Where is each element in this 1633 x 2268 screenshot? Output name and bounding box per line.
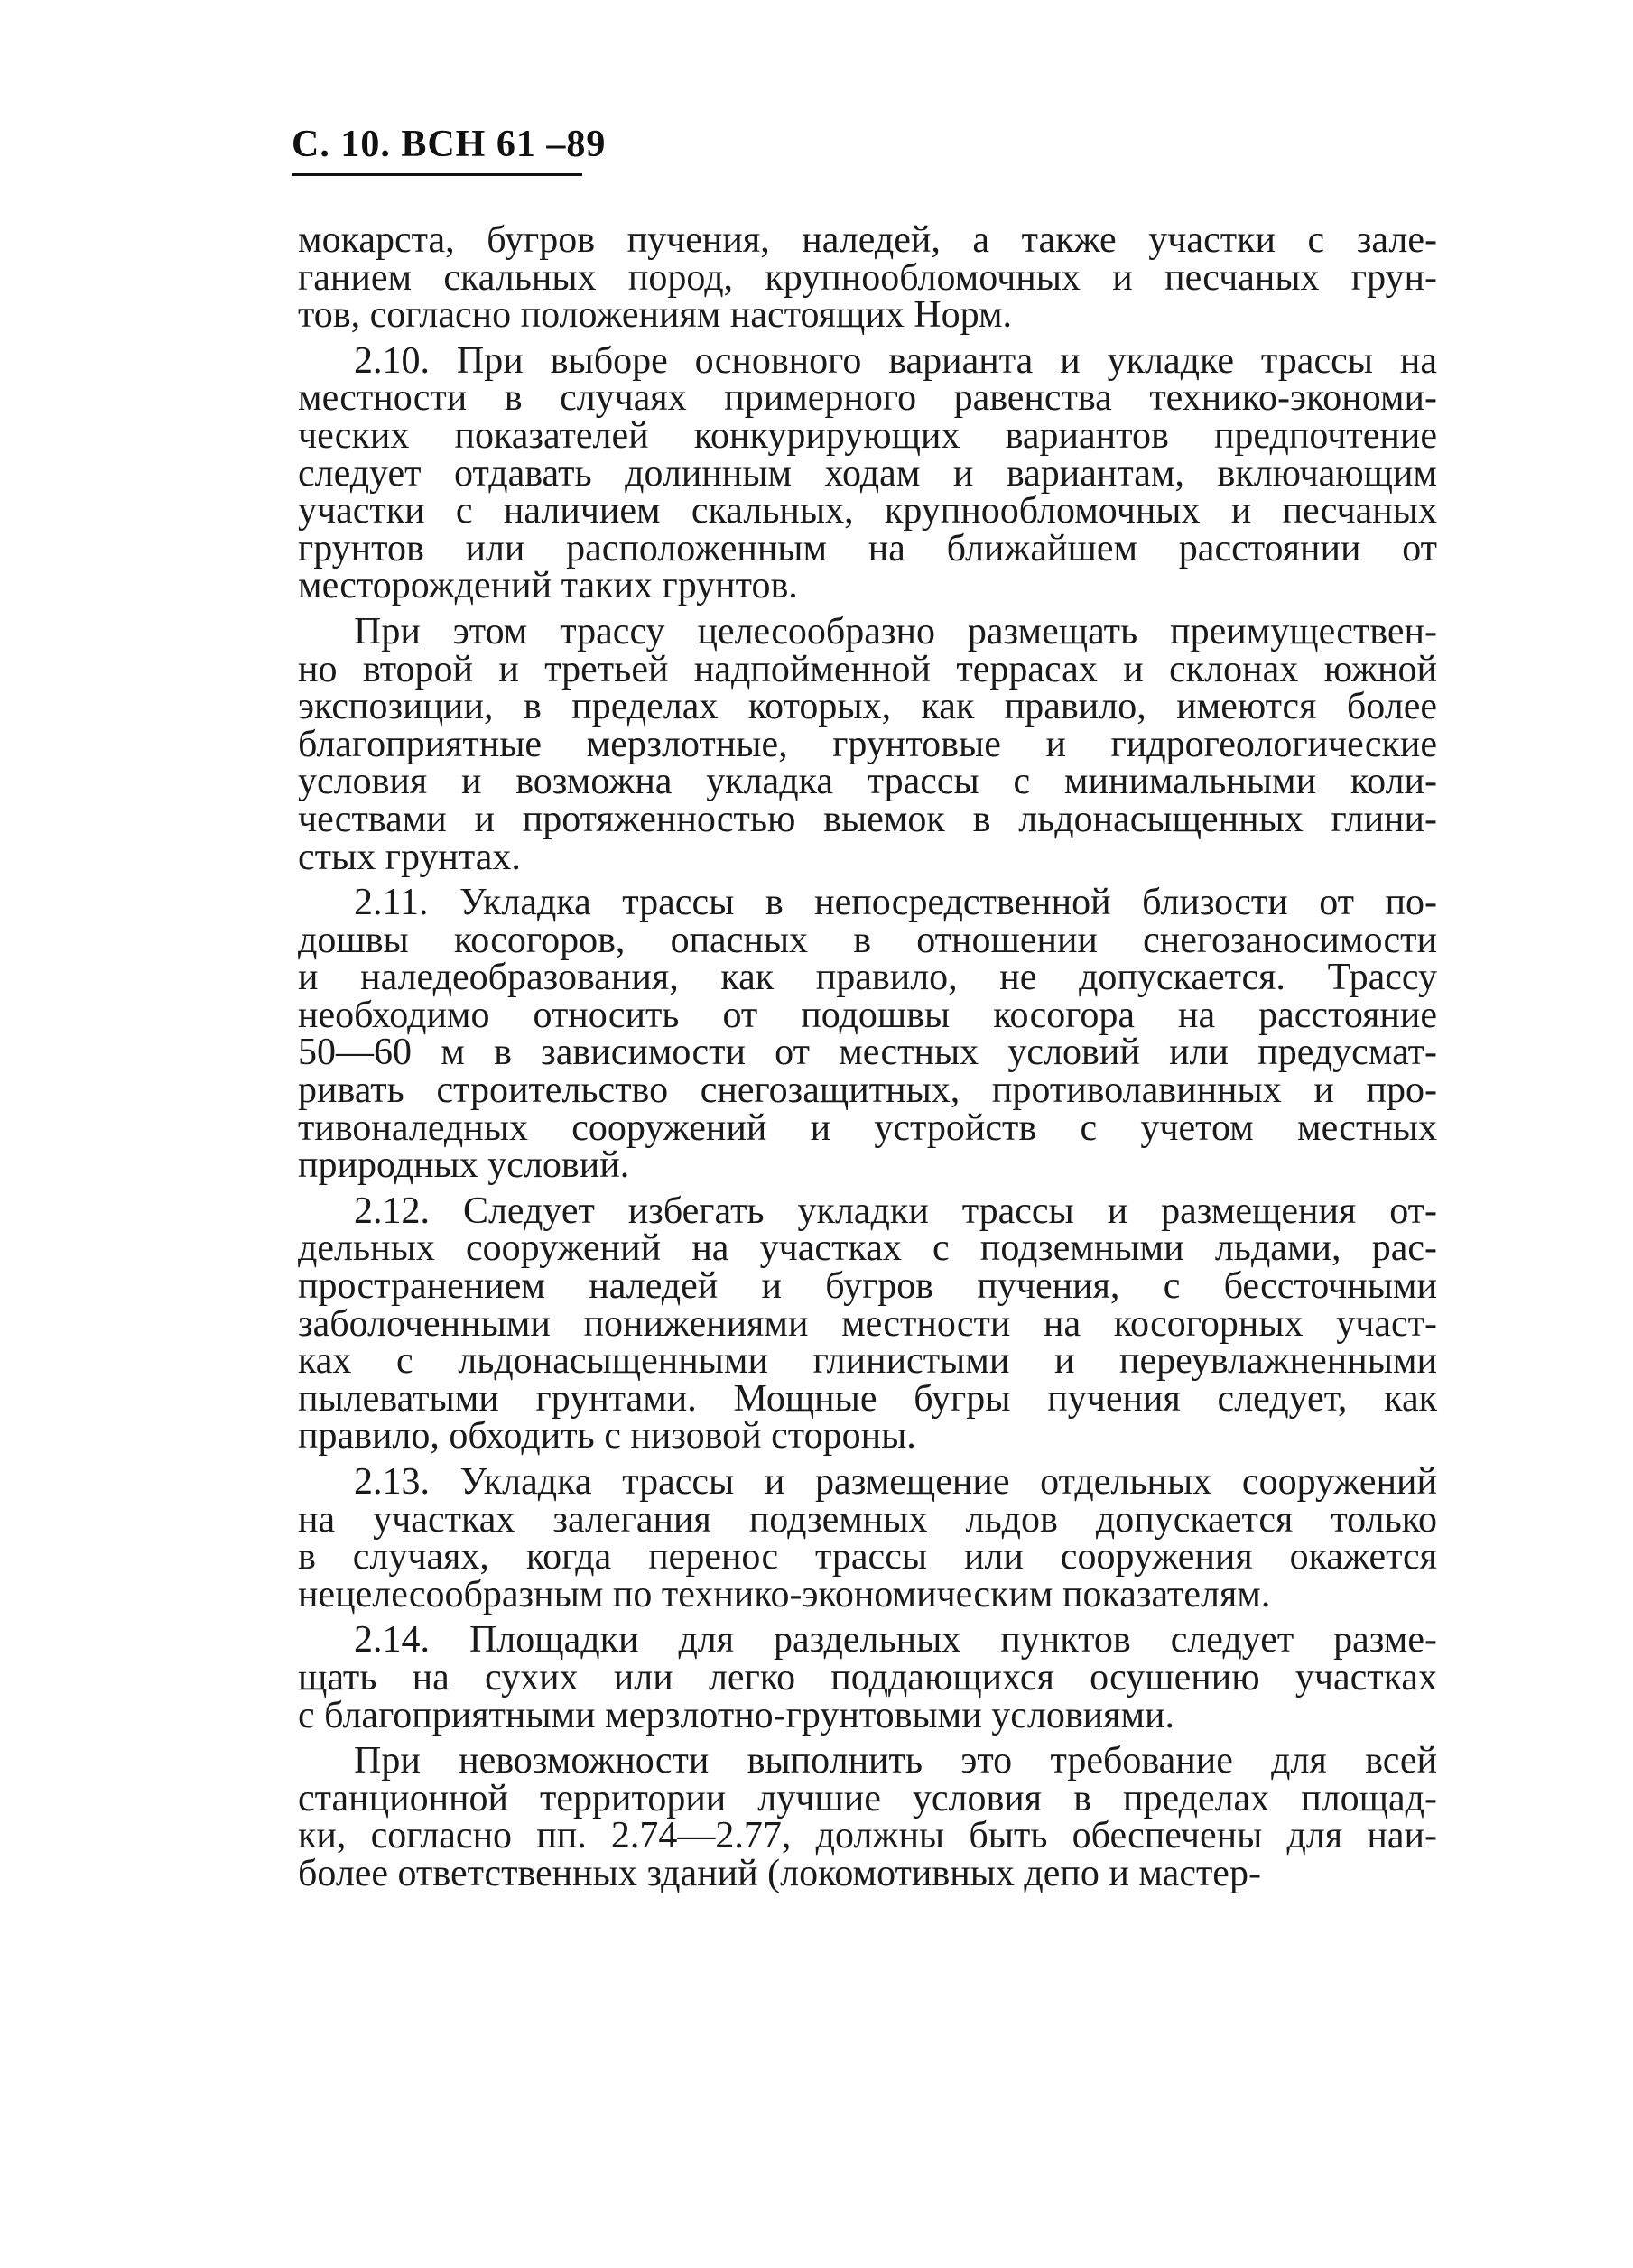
paragraph [298, 219, 1437, 337]
text-line: экспозиции, в пределах которых, как правило, имеются более [298, 686, 1437, 728]
text-line: При этом трассу целесообразно размещать преимуществен- [354, 610, 1437, 653]
text-line: нецелесообразным по технико-экономическим показателям. [298, 1573, 1271, 1615]
text-line: 2.10. При выборе основного варианта и укладке трассы на [354, 339, 1437, 382]
text-line: тов, согласно положениям настоящих Норм. [298, 294, 1013, 337]
text-line: на участках залегания подземных льдов допускается только [298, 1498, 1437, 1541]
text-line: тивоналедных сооружений и устройств с учетом местных [298, 1106, 1437, 1149]
text-line: пылеватыми грунтами. Мощные бугры пучения следует, как [298, 1377, 1437, 1420]
text-line: в случаях, когда перенос трассы или сооружения окажется [298, 1536, 1437, 1578]
text-line: дельных сооружений на участках с подземными льдами, рас- [298, 1227, 1437, 1270]
text-line: стых грунтах. [298, 836, 521, 878]
page-header: С. 10. ВСН 61 –89 [292, 124, 607, 165]
text-line: но второй и третьей надпойменной террасах и склонах южной [298, 648, 1437, 690]
paragraph [298, 1619, 1437, 1736]
text-line: ки, согласно пп. 2.74—2.77, должны быть обеспечены для наи- [298, 1815, 1437, 1857]
text-line: При невозможности выполнить это требование для всей [354, 1740, 1437, 1782]
header-rule [292, 173, 582, 176]
text-line: щать на сухих или легко поддающихся осушению участках [298, 1656, 1437, 1699]
text-line: правило, обходить с низовой стороны. [298, 1415, 916, 1458]
paragraph [298, 1190, 1437, 1458]
text-line: чествами и протяженностью выемок в льдонасыщенных глини- [298, 798, 1437, 840]
text-line: пространением наледей и бугров пучения, с бессточными [298, 1265, 1437, 1308]
text-line: месторождений таких грунтов. [298, 565, 798, 607]
text-line: 2.12. Следует избегать укладки трассы и размещения от- [354, 1190, 1437, 1232]
paragraph [298, 1461, 1437, 1615]
text-line: ческих показателей конкурирующих вариантов предпочтение [298, 414, 1437, 457]
text-line: благоприятные мерзлотные, грунтовые и гидрогеологические [298, 723, 1437, 765]
text-line: более ответственных зданий (локомотивных депо и мастер- [298, 1852, 1261, 1894]
text-line: станционной территории лучшие условия в пределах площад- [298, 1777, 1437, 1819]
text-line: 2.13. Укладка трассы и размещение отдельных сооружений [354, 1461, 1437, 1503]
text-block [298, 219, 1437, 1894]
paragraph [298, 339, 1437, 607]
text-line: грунтов или расположенным на ближайшем расстоянии от [298, 527, 1437, 569]
text-line: природных условий. [298, 1144, 630, 1187]
text-line: 2.11. Укладка трассы в непосредственной близости от по- [354, 882, 1437, 924]
text-line: ривать строительство снегозащитных, противолавинных и про- [298, 1069, 1437, 1112]
paragraph [298, 1740, 1437, 1894]
text-line: участки с наличием скальных, крупнообломочных и песчаных [298, 490, 1437, 532]
text-line: 50—60 м в зависимости от местных условий или предусмат- [298, 1032, 1437, 1074]
text-line: с благоприятными мерзлотно-грунтовыми условиями. [298, 1694, 1175, 1736]
text-line: мокарста, бугров пучения, наледей, а также участки с зале- [298, 219, 1437, 261]
paragraph [298, 884, 1437, 1185]
text-line: и наледеобразования, как правило, не допускается. Трассу [298, 957, 1437, 999]
text-line: дошвы косогоров, опасных в отношении снегозаносимости [298, 919, 1437, 961]
text-line: ганием скальных пород, крупнообломочных и песчаных грун- [298, 256, 1437, 299]
text-line: заболоченными понижениями местности на косогорных участ- [298, 1302, 1437, 1345]
text-line: 2.14. Площадки для раздельных пунктов следует разме- [354, 1619, 1437, 1662]
text-line: следует отдавать долинным ходам и вариантам, включающим [298, 452, 1437, 495]
text-line: ках с льдонасыщенными глинистыми и переувлажненными [298, 1340, 1437, 1383]
paragraph [298, 610, 1437, 878]
text-line: местности в случаях примерного равенства технико-экономи- [298, 377, 1437, 420]
text-line: условия и возможна укладка трассы с минимальными коли- [298, 761, 1437, 803]
text-line: необходимо относить от подошвы косогора на расстояние [298, 994, 1437, 1036]
